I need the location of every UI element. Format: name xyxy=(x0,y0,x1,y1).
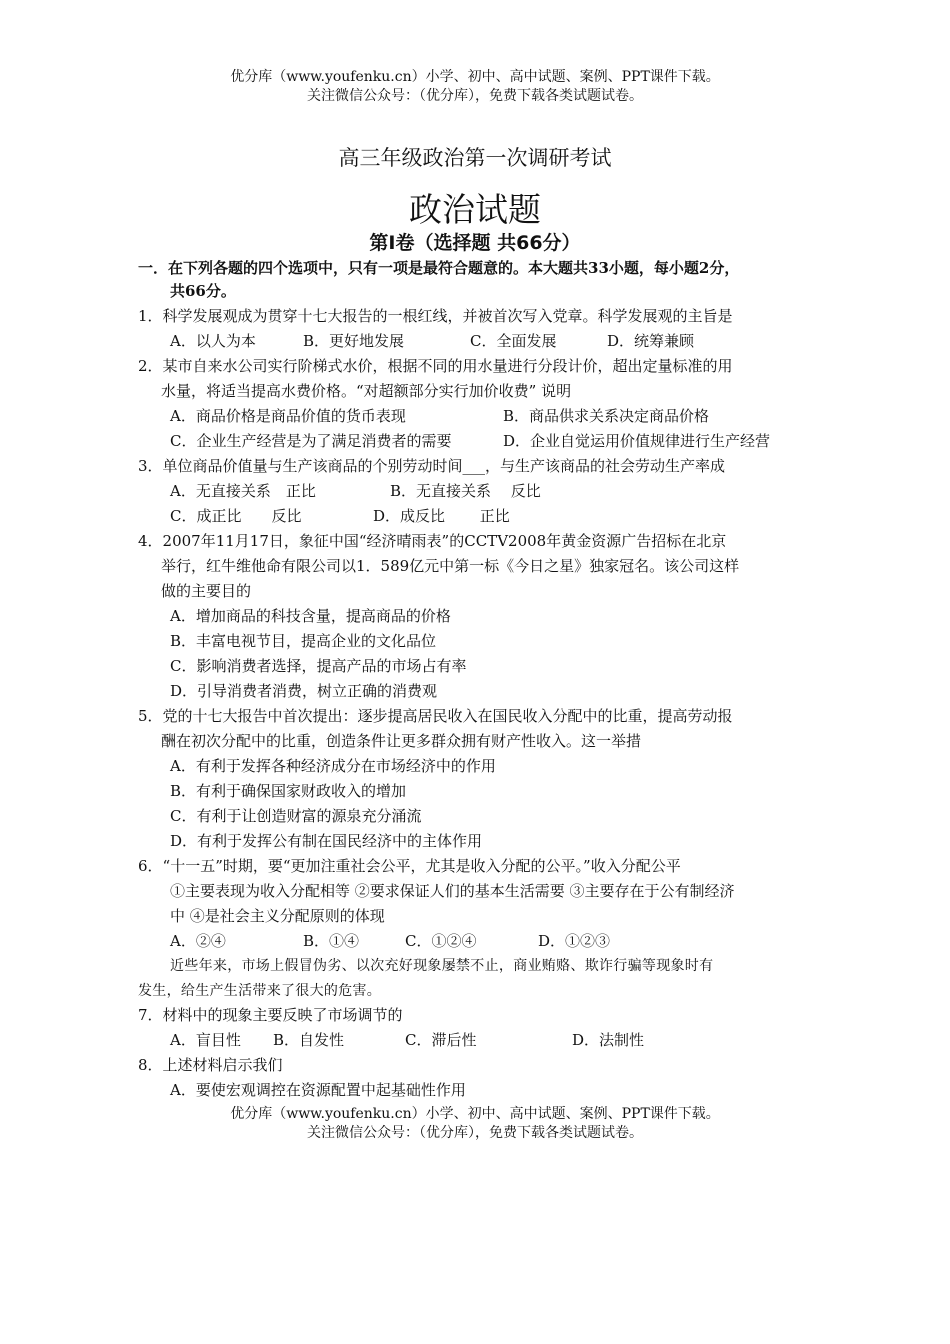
question-5-option-c: C．有利于让创造财富的源泉充分涌流 xyxy=(170,807,422,825)
question-4-option-b: B．丰富电视节目，提高企业的文化品位 xyxy=(170,632,437,650)
question-8-option-a: A．要使宏观调控在资源配置中起基础性作用 xyxy=(170,1081,466,1099)
question-4-stem-2: 举行，红牛维他命有限公司以1．589亿元中第一标《今日之星》独家冠名。该公司这样 xyxy=(161,557,740,575)
question-6-option-d: D．①②③ xyxy=(538,932,611,950)
question-2-stem-2: 水量，将适当提高水费价格。“对超额部分实行加价收费” 说明 xyxy=(161,382,572,400)
question-7-option-a: A．盲目性 xyxy=(170,1031,241,1049)
footer-line-1: 优分库（www.youfenku.cn）小学、初中、高中试题、案例、PPT课件下载。 xyxy=(230,1106,720,1122)
question-5-stem-2: 酬在初次分配中的比重，创造条件让更多群众拥有财产性收入。这一举措 xyxy=(161,732,642,750)
question-7-stem: 7．材料中的现象主要反映了市场调节的 xyxy=(138,1006,403,1024)
question-2-option-b: B．商品供求关系决定商品价格 xyxy=(503,407,710,425)
question-6-option-c: C．①②④ xyxy=(405,932,477,950)
question-6-stem-1: 6．“十一五”时期，要“更加注重社会公平，尤其是收入分配的公平。”收入分配公平 xyxy=(138,857,681,875)
question-4-option-d: D．引导消费者消费，树立正确的消费观 xyxy=(170,682,438,700)
question-2-option-c: C．企业生产经营是为了满足消费者的需要 xyxy=(170,432,452,450)
section-instructions-2: 共66分。 xyxy=(170,282,236,300)
question-3-stem: 3．单位商品价值量与生产该商品的个别劳动时间___，与生产该商品的社会劳动生产率成 xyxy=(138,457,726,475)
exam-title: 高三年级政治第一次调研考试 xyxy=(338,146,612,170)
question-6-stem-2: ①主要表现为收入分配相等 ②要求保证人们的基本生活需要 ③主要存在于公有制经济 xyxy=(170,882,735,900)
question-7-option-b: B．自发性 xyxy=(273,1031,345,1049)
question-6-option-a: A．②④ xyxy=(170,932,226,950)
question-4-option-a: A．增加商品的科技含量，提高商品的价格 xyxy=(170,607,451,625)
subject-title: 政治试题 xyxy=(409,190,541,229)
question-3-option-c: C．成正比 反比 xyxy=(170,507,302,525)
section-instructions-1: 一．在下列各题的四个选项中，只有一项是最符合题意的。本大题共33小题，每小题2分， xyxy=(138,259,740,277)
question-4-stem-1: 4．2007年11月17日，象征中国“经济晴雨表”的CCTV2008年黄金资源广告招标在北京 xyxy=(138,532,727,550)
question-6-option-b: B．①④ xyxy=(303,932,360,950)
question-6-stem-3: 中 ④是社会主义分配原则的体现 xyxy=(170,907,385,925)
question-1-option-b: B．更好地发展 xyxy=(303,332,405,350)
question-8-stem: 8．上述材料启示我们 xyxy=(138,1056,283,1074)
question-7-option-c: C．滞后性 xyxy=(405,1031,477,1049)
question-4-stem-3: 做的主要目的 xyxy=(161,582,252,600)
question-1-option-c: C．全面发展 xyxy=(470,332,557,350)
question-5-option-b: B．有利于确保国家财政收入的增加 xyxy=(170,782,407,800)
question-1-stem: 1．科学发展观成为贯穿十七大报告的一根红线，并被首次写入党章。科学发展观的主旨是 xyxy=(138,307,733,325)
question-7-option-d: D．法制性 xyxy=(572,1031,645,1049)
header-line-1: 优分库（www.youfenku.cn）小学、初中、高中试题、案例、PPT课件下载。 xyxy=(230,69,720,85)
question-3-option-a: A．无直接关系 正比 xyxy=(170,482,316,500)
question-5-option-a: A．有利于发挥各种经济成分在市场经济中的作用 xyxy=(170,757,496,775)
question-5-option-d: D．有利于发挥公有制在国民经济中的主体作用 xyxy=(170,832,483,850)
question-2-option-d: D．企业自觉运用价值规律进行生产经营 xyxy=(503,432,771,450)
question-2-option-a: A．商品价格是商品价值的货币表现 xyxy=(170,407,406,425)
question-1-option-d: D．统筹兼顾 xyxy=(607,332,695,350)
material-line-1: 近些年来，市场上假冒伪劣、以次充好现象屡禁不止，商业贿赂、欺诈行骗等现象时有 xyxy=(170,958,714,974)
question-5-stem-1: 5．党的十七大报告中首次提出：逐步提高居民收入在国民收入分配中的比重，提高劳动报 xyxy=(138,707,733,725)
question-2-stem-1: 2．某市自来水公司实行阶梯式水价，根据不同的用水量进行分段计价，超出定量标准的用 xyxy=(138,357,733,375)
material-line-2: 发生，给生产生活带来了很大的危害。 xyxy=(138,983,382,999)
question-3-option-b: B．无直接关系 反比 xyxy=(390,482,541,500)
question-3-option-d: D．成反比 正比 xyxy=(373,507,510,525)
part-title: 第Ⅰ卷（选择题 共66分） xyxy=(369,232,581,254)
question-1-option-a: A．以人为本 xyxy=(170,332,256,350)
header-line-2: 关注微信公众号：（优分库），免费下载各类试题试卷。 xyxy=(307,88,643,104)
question-4-option-c: C．影响消费者选择，提高产品的市场占有率 xyxy=(170,657,467,675)
footer-line-2: 关注微信公众号：（优分库），免费下载各类试题试卷。 xyxy=(307,1125,643,1141)
